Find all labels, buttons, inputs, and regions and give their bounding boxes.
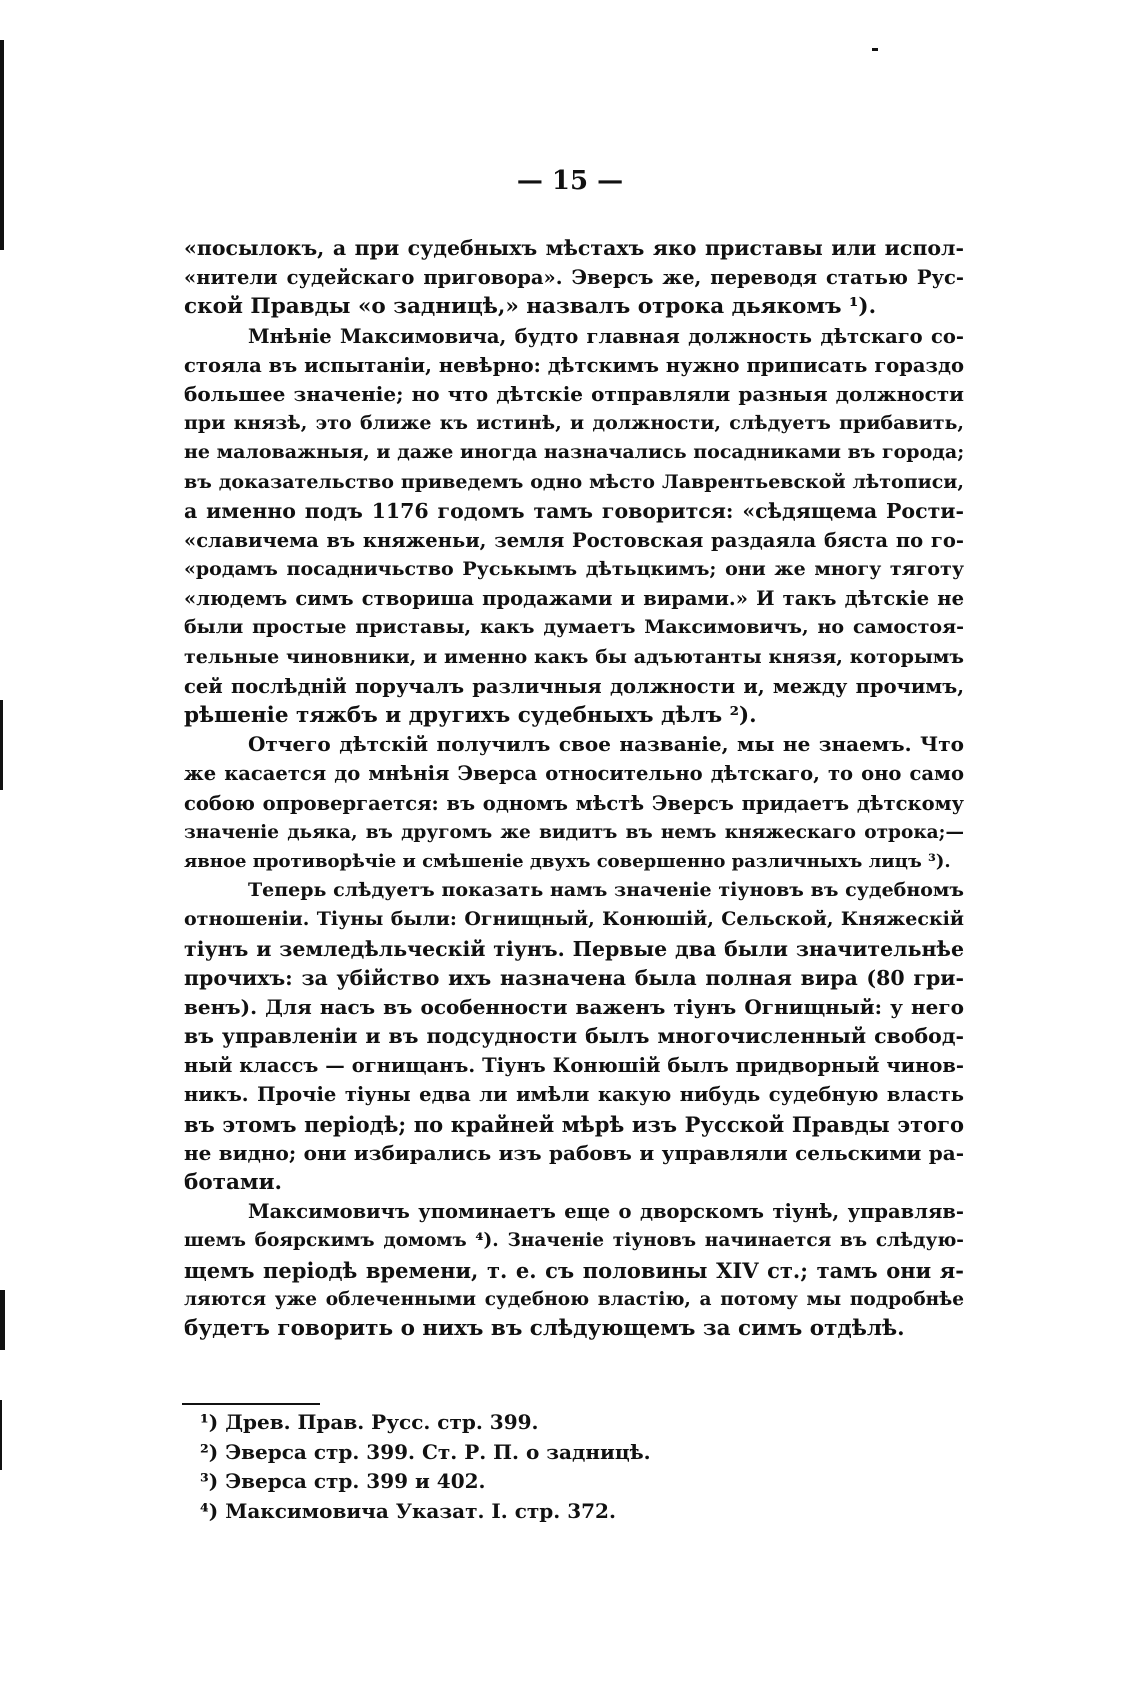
text-line: щемъ періодѣ времени, т. е. съ половины XIV ст.; тамъ они я-: [184, 1257, 964, 1283]
text-line: были простые приставы, какъ думаетъ Максимовичъ, но самостоя-: [184, 616, 964, 639]
text-line: ляются уже облеченными судебною властію, а потому мы подробнѣе: [184, 1288, 964, 1310]
text-line: Отчего дѣтскій получилъ свое названіе, мы не знаемъ. Что: [248, 732, 964, 757]
text-line: въ доказательство приведемъ одно мѣсто Лаврентьевской лѣтописи,: [184, 470, 964, 493]
text-line: же касается до мнѣнія Эверса относительно дѣтскаго, то оно само: [184, 762, 964, 786]
footnote-text: Древ. Прав. Русс. стр. 399.: [225, 1410, 539, 1434]
footnote-text: Эверса стр. 399. Ст. Р. П. о задницѣ.: [225, 1439, 651, 1464]
text-line: отношеніи. Тіуны были: Огнищный, Конюшій, Сельской, Княжескій: [184, 908, 964, 931]
text-line: собою опровергается: въ одномъ мѣстѣ Эверсъ придаетъ дѣтскому: [184, 791, 964, 815]
text-line: будетъ говорить о нихъ въ слѣдующемъ за симъ отдѣлѣ.: [184, 1315, 905, 1341]
footnote: [200, 1467, 900, 1497]
text-line: «нители судейскаго приговора». Эверсъ же, переводя статью Рус-: [184, 266, 964, 290]
page-number: — 15 —: [516, 166, 624, 196]
text-line: «людемъ симъ створиша продажами и вирами.» И такъ дѣтскіе не: [184, 587, 964, 611]
text-line: «посылокъ, а при судебныхъ мѣстахъ яко приставы или испол-: [184, 236, 964, 260]
text-line: явное противорѣчіе и смѣшеніе двухъ совершенно различныхъ лицъ ³).: [184, 850, 951, 872]
footnote-rule: [182, 1403, 320, 1405]
text-line: Максимовичъ упоминаетъ еще о дворскомъ тіунѣ, управляв-: [248, 1200, 964, 1224]
text-line: «родамъ посадничьство Руськымъ дѣтьцкимъ; они же многу тяготу: [184, 558, 964, 581]
text-line: большее значеніе; но что дѣтскіе отправляли разныя должности: [184, 381, 964, 406]
footnote-text: Максимовича Указат. I. стр. 372.: [225, 1498, 616, 1523]
text-line: значеніе дьяка, въ другомъ же видитъ въ немъ княжескаго отрока;—: [184, 821, 964, 843]
text-line: сей послѣдній поручалъ различныя должности и, между прочимъ,: [184, 674, 964, 698]
scan-edge-mark: [0, 1400, 2, 1470]
footnote-mark: ⁴): [200, 1498, 219, 1523]
text-line: шемъ боярскимъ домомъ ⁴). Значеніе тіуновъ начинается въ слѣдую-: [184, 1230, 964, 1252]
text-line: при князѣ, это ближе къ истинѣ, и должности, слѣдуетъ прибавить,: [184, 412, 964, 435]
text-line: стояла въ испытаніи, невѣрно: дѣтскимъ нужно приписать гораздо: [184, 353, 964, 377]
footnote-mark: ³): [200, 1469, 219, 1493]
footnote: [200, 1438, 900, 1468]
text-line: въ этомъ періодѣ; по крайней мѣрѣ изъ Русской Правды этого: [184, 1111, 964, 1137]
footnote: [200, 1408, 900, 1438]
footnote-mark: ¹): [200, 1410, 219, 1434]
text-line: тельные чиновники, и именно какъ бы адъютанты князя, которымъ: [184, 645, 964, 668]
text-line: Мнѣніе Максимовича, будто главная должность дѣтскаго со-: [248, 324, 964, 348]
text-line: «славичема въ княженьи, земля Ростовская раздаяла бяста по го-: [184, 528, 964, 552]
footnote: [200, 1497, 900, 1527]
text-line: не маловажныя, и даже иногда назначались посадниками въ города;: [184, 441, 964, 464]
scan-speck: [872, 48, 878, 51]
text-line: тіунъ и земледѣльческій тіунъ. Первые два были значительнѣе: [184, 936, 964, 961]
text-line: ботами.: [184, 1170, 283, 1195]
footnote-mark: ²): [200, 1439, 219, 1464]
text-line: рѣшеніе тяжбъ и другихъ судебныхъ дѣлъ ²).: [184, 703, 757, 728]
scan-edge-mark: [0, 700, 3, 790]
scan-edge-mark: [0, 40, 4, 250]
text-line: ской Правды «о задницѣ,» назвалъ отрока дьякомъ ¹).: [184, 294, 877, 320]
text-line: венъ). Для насъ въ особенности важенъ тіунъ Огнищный: у него: [184, 994, 964, 1019]
text-line: Теперь слѣдуетъ показать намъ значеніе тіуновъ въ судебномъ: [248, 879, 964, 902]
text-line: никъ. Прочіе тіуны едва ли имѣли какую нибудь судебную власть: [184, 1083, 964, 1107]
scan-edge-mark: [0, 1290, 5, 1350]
text-line: прочихъ: за убійство ихъ назначена была полная вира (80 гри-: [184, 965, 964, 990]
text-line: а именно подъ 1176 годомъ тамъ говорится: «сѣдящема Рости-: [184, 498, 964, 523]
footnote-text: Эверса стр. 399 и 402.: [225, 1469, 486, 1493]
body-text: [184, 234, 964, 1343]
text-line: не видно; они избирались изъ рабовъ и управляли сельскими ра-: [184, 1140, 964, 1165]
footnotes: [200, 1408, 900, 1526]
text-line: въ управленіи и въ подсудности былъ многочисленный свобод-: [184, 1024, 964, 1049]
text-line: ный классъ — огнищанъ. Тіунъ Конюшій былъ придворный чинов-: [184, 1054, 964, 1078]
